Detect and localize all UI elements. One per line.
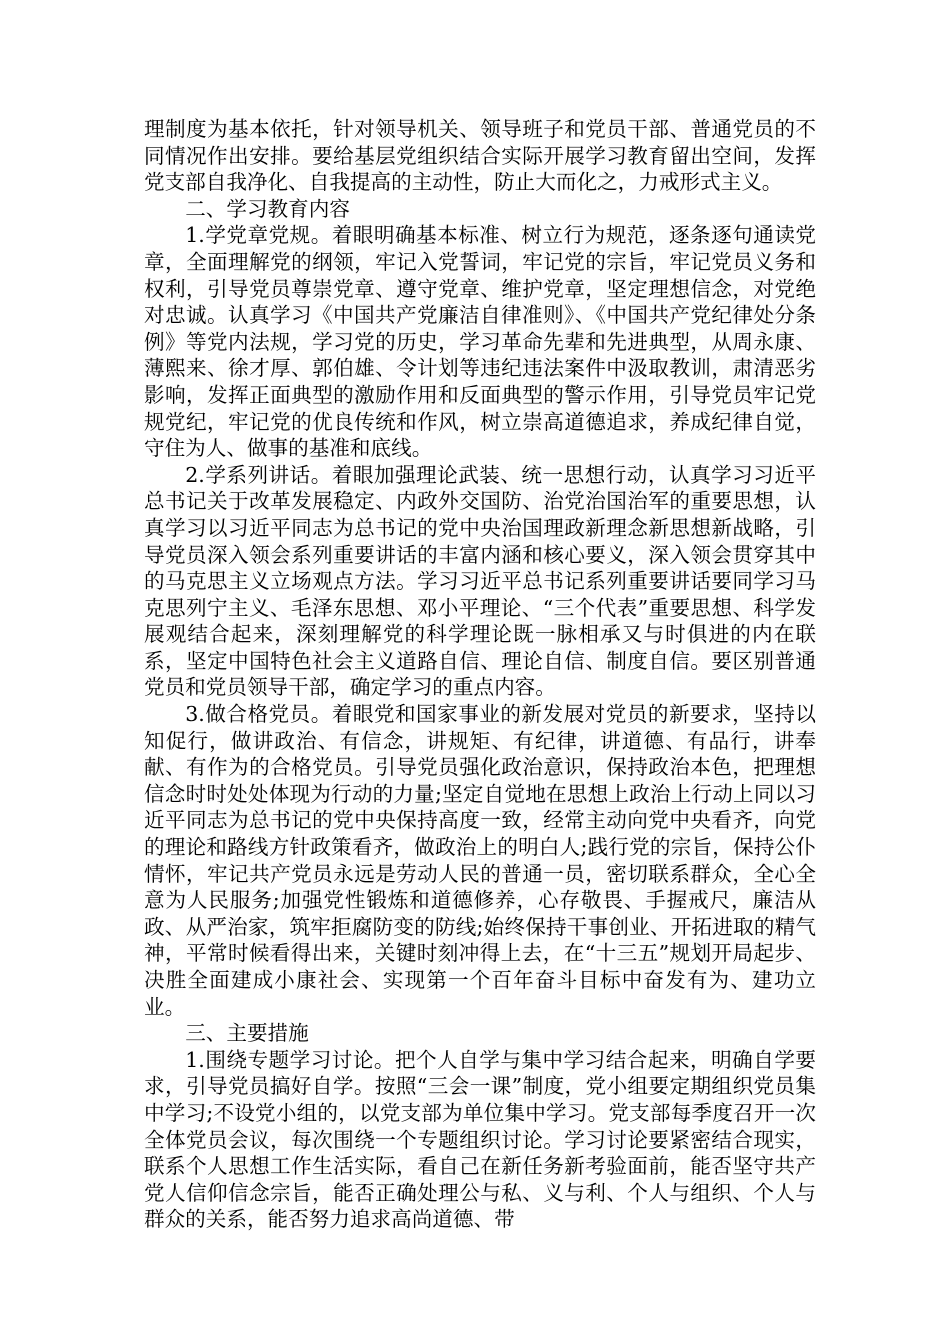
paragraph-intro-continuation: 理制度为基本依托，针对领导机关、领导班子和党员干部、普通党员的不同情况作出安排。要给基层党组织结合实际开展学习教育留出空间，发挥党支部自我净化、自我提高的主动性，防止大而化之，力戒形式主义。	[144, 117, 816, 195]
section-heading-main-measures: 三、主要措施	[185, 1021, 309, 1046]
paragraph-study-party-constitution: 1.学党章党规。着眼明确基本标准、树立行为规范，逐条逐句通读党章，全面理解党的纲领，牢记入党誓词，牢记党的宗旨，牢记党员义务和权利，引导党员尊崇党章、遵守党章、维护党章，坚定理想信念，对党绝对忠诚。认真学习《中国共产党廉洁自律准则》、《中国共产党纪律处分条例》等党内法规，学习党的历史，学习革命先辈和先进典型，从周永康、薄熙来、徐才厚、郭伯雄、令计划等违纪违法案件中汲取教训，肃清恶劣影响，发挥正面典型的激励作用和反面典型的警示作用，引导党员牢记党规党纪，牢记党的优良传统和作风，树立崇高道德追求，养成纪律自觉，守住为人、做事的基准和底线。	[144, 223, 816, 461]
document-page	[144, 116, 816, 1233]
paragraph-topic-study-discussion: 1.围绕专题学习讨论。把个人自学与集中学习结合起来，明确自学要求，引导党员搞好自学。按照“三会一课”制度，党小组要定期组织党员集中学习;不设党小组的，以党支部为单位集中学习。党支部每季度召开一次全体党员会议，每次围绕一个专题组织讨论。学习讨论要紧密结合现实，联系个人思想工作生活实际，看自己在新任务新考验面前，能否坚守共产党人信仰信念宗旨，能否正确处理公与私、义与利、个人与组织、个人与群众的关系，能否努力追求高尚道德、带	[144, 1047, 816, 1232]
section-heading-learning-content: 二、学习教育内容	[185, 196, 350, 221]
paragraph-study-speeches: 2.学系列讲话。着眼加强理论武装、统一思想行动，认真学习习近平总书记关于改革发展稳定、内政外交国防、治党治国治军的重要思想，认真学习以习近平同志为总书记的党中央治国理政新理念新思想新战略，引导党员深入领会系列重要讲话的丰富内涵和核心要义，深入领会贯穿其中的马克思主义立场观点方法。学习习近平总书记系列重要讲话要同学习马克思列宁主义、毛泽东思想、邓小平理论、“三个代表”重要思想、科学发展观结合起来，深刻理解党的科学理论既一脉相承又与时俱进的内在联系，坚定中国特色社会主义道路自信、理论自信、制度自信。要区别普通党员和党员领导干部，确定学习的重点内容。	[144, 462, 816, 700]
paragraph-qualified-member: 3.做合格党员。着眼党和国家事业的新发展对党员的新要求，坚持以知促行，做讲政治、有信念，讲规矩、有纪律，讲道德、有品行，讲奉献、有作为的合格党员。引导党员强化政治意识，保持政治本色，把理想信念时时处处体现为行动的力量;坚定自觉地在思想上政治上行动上同以习近平同志为总书记的党中央保持高度一致，经常主动向党中央看齐，向党的理论和路线方针政策看齐，做政治上的明白人;践行党的宗旨，保持公仆情怀，牢记共产党员永远是劳动人民的普通一员，密切联系群众，全心全意为人民服务;加强党性锻炼和道德修养，心存敬畏、手握戒尺，廉洁从政、从严治家，筑牢拒腐防变的防线;始终保持干事创业、开拓进取的精气神，平常时候看得出来，关键时刻冲得上去，在“十三五”规划开局起步、决胜全面建成小康社会、实现第一个百年奋斗目标中奋发有为、建功立业。	[144, 702, 816, 1019]
